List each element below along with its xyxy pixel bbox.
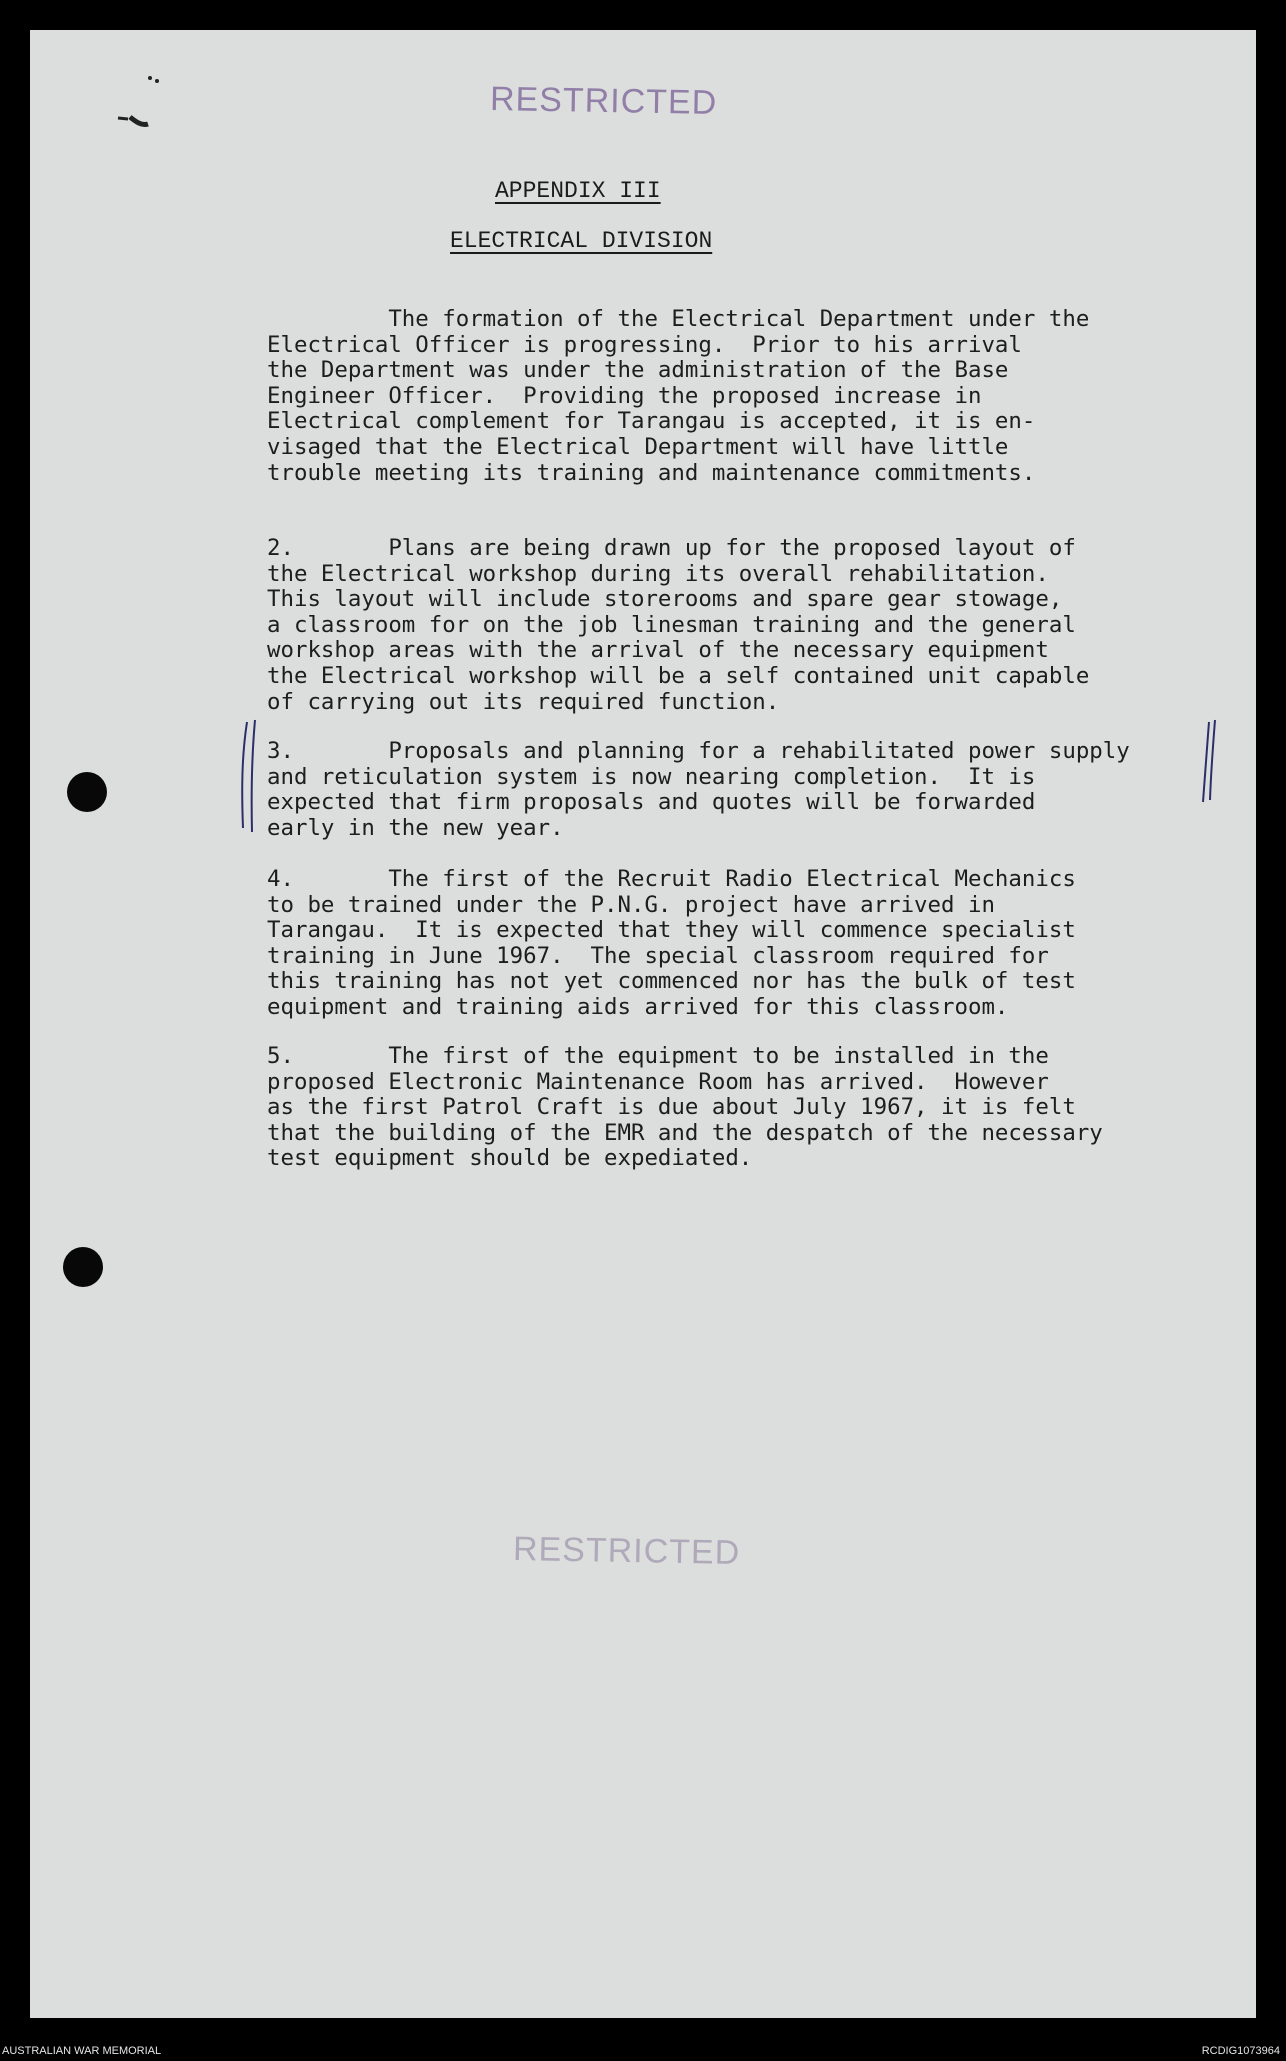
division-heading: ELECTRICAL DIVISION <box>450 228 713 254</box>
paragraph-5: 5. The first of the equipment to be installed in the proposed Electronic Maintenance Room has arrived. However as the first Patrol Craft is due about July 1967, it is felt that the building of the EMR and the despatch of the necessary test equipment should be expediated. <box>267 1043 1103 1172</box>
margin-bracket-right-icon <box>1195 718 1219 808</box>
paragraph-1: The formation of the Electrical Department under the Electrical Officer is progressing. Prior to his arrival the Department was under the administration of the Base Engineer Officer. Providing the proposed increase in Electrical complement for Tarangau is accepted, it is en- visaged that the Electrical Department will have little trouble meeting its training and maintenance commitments. <box>267 306 1090 486</box>
paragraph-2: 2. Plans are being drawn up for the proposed layout of the Electrical workshop during its overall rehabilitation. This layout will include storerooms and spare gear stowage, a classroom for on the job linesman training and the general workshop areas with the arrival of the necessary equipment the Electrical workshop will be a self contained unit capable of carrying out its required function. <box>267 535 1090 715</box>
punch-hole-top <box>67 772 107 812</box>
paragraph-4: 4. The first of the Recruit Radio Electrical Mechanics to be trained under the P.N.G. project have arrived in Tarangau. It is expected that they will commence specialist training in June 1967. The special classroom required for this training has not yet commenced nor has the bulk of test equipment and training aids arrived for this classroom. <box>267 866 1076 1020</box>
margin-bracket-left-icon <box>235 718 265 838</box>
footer-source: AUSTRALIAN WAR MEMORIAL <box>2 2045 162 2057</box>
ink-speck-icon <box>90 70 170 140</box>
restricted-stamp-top: RESTRICTED <box>489 80 718 122</box>
appendix-heading: APPENDIX III <box>495 178 661 204</box>
document-page <box>30 30 1256 2018</box>
footer-record-id: RCDIG1073964 <box>1201 2045 1280 2057</box>
punch-hole-bottom <box>63 1247 103 1287</box>
paragraph-3: 3. Proposals and planning for a rehabilitated power supply and reticulation system is now nearing completion. It is expected that firm proposals and quotes will be forwarded early in the new year. <box>267 738 1130 841</box>
restricted-stamp-bottom: RESTRICTED <box>512 1530 741 1572</box>
